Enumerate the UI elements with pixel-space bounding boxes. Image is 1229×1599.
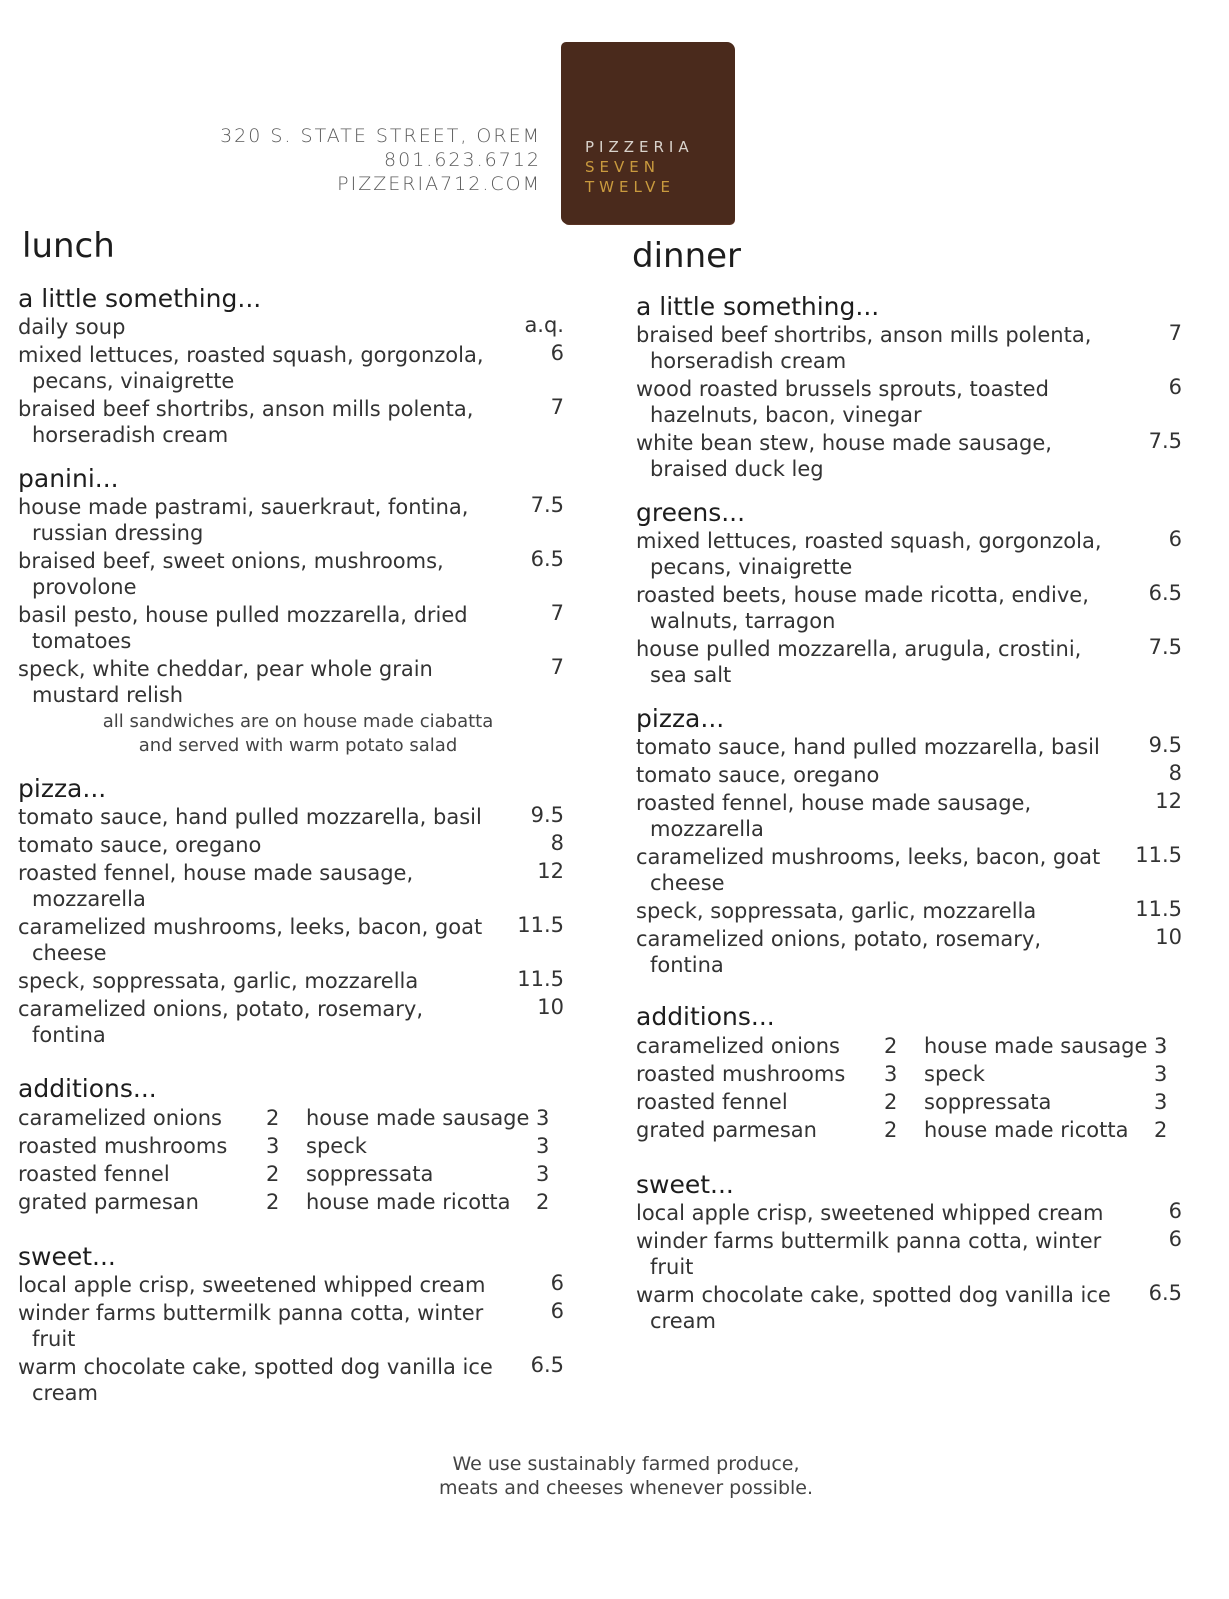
menu-item-price: 6 — [1168, 1227, 1182, 1251]
menu-item — [636, 898, 1188, 924]
menu-item — [18, 968, 570, 994]
menu-item — [636, 790, 1188, 842]
addition-price: 2 — [536, 1190, 550, 1214]
logo — [563, 44, 733, 222]
section-title: pizza... — [636, 704, 725, 733]
dinner-greens-section — [636, 498, 1188, 688]
addition-price: 2 — [884, 1118, 898, 1142]
menu-item — [636, 1200, 1188, 1226]
menu-item — [18, 396, 570, 448]
menu-item-price: 9.5 — [1148, 733, 1182, 757]
addition-price: 3 — [536, 1106, 550, 1130]
dinner-additions-section — [636, 1002, 1188, 1144]
menu-item-name: warm chocolate cake, spotted dog vanilla ice cream — [636, 1283, 1111, 1333]
menu-item-price: 6 — [550, 341, 564, 365]
addition-name: house made sausage — [306, 1106, 530, 1130]
menu-item — [636, 582, 1188, 634]
menu-item — [18, 832, 570, 858]
menu-item — [636, 734, 1188, 760]
lunch-column — [18, 226, 570, 1422]
menu-item-name: braised beef shortribs, anson mills polenta, horseradish cream — [636, 323, 1092, 373]
addition-name: speck — [306, 1134, 367, 1158]
addition-name: caramelized onions — [18, 1106, 223, 1130]
menu-item-name: house pulled mozzarella, arugula, crostini, sea salt — [636, 637, 1082, 687]
menu-item-name: tomato sauce, oregano — [636, 763, 880, 787]
menu-item-price: 11.5 — [1135, 897, 1182, 921]
menu-item-price: 6.5 — [530, 1353, 564, 1377]
lunch-panini-section — [18, 464, 570, 758]
lunch-title: lunch — [22, 226, 115, 266]
lunch-a-little-something-section — [18, 284, 570, 448]
menu-item — [636, 528, 1188, 580]
menu-item-price: 6 — [1168, 1199, 1182, 1223]
menu-item-price: 7.5 — [1148, 429, 1182, 453]
menu-item-name: caramelized onions, potato, rosemary, fontina — [18, 997, 424, 1047]
menu-item-price: 7 — [550, 601, 564, 625]
addition-price: 2 — [266, 1106, 280, 1130]
addition-name: roasted mushrooms — [18, 1134, 228, 1158]
menu-item-name: basil pesto, house pulled mozzarella, dried tomatoes — [18, 603, 468, 653]
menu-item-name: local apple crisp, sweetened whipped cream — [636, 1201, 1104, 1225]
menu-item-name: tomato sauce, oregano — [18, 833, 262, 857]
menu-item-price: 11.5 — [517, 967, 564, 991]
menu-item-name: tomato sauce, hand pulled mozzarella, basil — [18, 805, 482, 829]
dinner-column — [632, 236, 1188, 1350]
menu-item-price: 7.5 — [530, 493, 564, 517]
menu-item — [18, 1354, 570, 1406]
dinner-sweet-section — [636, 1170, 1188, 1334]
menu-item-name: speck, soppressata, garlic, mozzarella — [636, 899, 1037, 923]
menu-item — [18, 804, 570, 830]
menu-item-price: 7 — [1168, 321, 1182, 345]
menu-item-name: wood roasted brussels sprouts, toasted hazelnuts, bacon, vinegar — [636, 377, 1049, 427]
menu-item — [18, 548, 570, 600]
addition-name: house made ricotta — [306, 1190, 511, 1214]
section-title: a little something... — [18, 284, 262, 313]
menu-item-name: mixed lettuces, roasted squash, gorgonzola, pecans, vinaigrette — [18, 343, 484, 393]
section-title: a little something... — [636, 292, 880, 321]
menu-item — [636, 1282, 1188, 1334]
menu-item-price: 6 — [550, 1271, 564, 1295]
menu-item-price: 11.5 — [1135, 843, 1182, 867]
addition-name: house made ricotta — [924, 1118, 1129, 1142]
menu-item-price: 11.5 — [517, 913, 564, 937]
menu-item-name: roasted beets, house made ricotta, endive, walnuts, tarragon — [636, 583, 1089, 633]
addition-name: roasted fennel — [636, 1090, 788, 1114]
menu-item — [636, 926, 1188, 978]
menu-item-price: a.q. — [524, 313, 564, 337]
menu-item-price: 6.5 — [530, 547, 564, 571]
lunch-sweet-section — [18, 1242, 570, 1406]
section-title: additions... — [18, 1074, 157, 1103]
sustainability-note — [0, 1452, 1229, 1500]
menu-item-price: 12 — [537, 859, 564, 883]
addition-name: roasted mushrooms — [636, 1062, 846, 1086]
dinner-title: dinner — [632, 236, 742, 276]
section-title: greens... — [636, 498, 746, 527]
logo-text-pizzeria: PIZZERIA — [585, 138, 694, 156]
menu-item-price: 8 — [550, 831, 564, 855]
addition-name: house made sausage — [924, 1034, 1148, 1058]
addition-price: 2 — [266, 1190, 280, 1214]
menu-item — [18, 1300, 570, 1352]
addition-name: soppressata — [924, 1090, 1052, 1114]
menu-item-price: 8 — [1168, 761, 1182, 785]
menu-item-name: speck, white cheddar, pear whole grain mustard relish — [18, 657, 433, 707]
menu-item — [18, 656, 570, 708]
lunch-pizza-section — [18, 774, 570, 1048]
section-title: panini... — [18, 464, 119, 493]
menu-item-price: 9.5 — [530, 803, 564, 827]
addition-name: caramelized onions — [636, 1034, 841, 1058]
logo-text-seven: SEVEN — [585, 158, 660, 176]
logo-text-twelve: TWELVE — [585, 178, 675, 196]
menu-item — [18, 494, 570, 546]
menu-item — [636, 376, 1188, 428]
menu-item — [18, 914, 570, 966]
menu-item — [636, 762, 1188, 788]
menu-item-name: tomato sauce, hand pulled mozzarella, basil — [636, 735, 1100, 759]
menu-item — [18, 602, 570, 654]
menu-item-name: roasted fennel, house made sausage, mozzarella — [18, 861, 414, 911]
addition-price: 3 — [1154, 1090, 1168, 1114]
footer-line: We use sustainably farmed produce, — [452, 1453, 800, 1475]
addition-price: 3 — [884, 1062, 898, 1086]
menu-item — [636, 322, 1188, 374]
menu-item — [18, 1272, 570, 1298]
addition-name: soppressata — [306, 1162, 434, 1186]
menu-item-name: speck, soppressata, garlic, mozzarella — [18, 969, 419, 993]
menu-item-name: caramelized onions, potato, rosemary, fontina — [636, 927, 1042, 977]
menu-item — [636, 844, 1188, 896]
addition-price: 2 — [884, 1090, 898, 1114]
menu-item — [18, 314, 570, 340]
panini-note-line: all sandwiches are on house made ciabatta — [102, 711, 494, 732]
dinner-a-little-something-section — [636, 292, 1188, 482]
menu-item-price: 7.5 — [1148, 635, 1182, 659]
addition-name: speck — [924, 1062, 985, 1086]
street-address: 320 S. STATE STREET, OREM — [220, 125, 541, 147]
menu-item-name: braised beef shortribs, anson mills polenta, horseradish cream — [18, 397, 474, 447]
menu-item-name: mixed lettuces, roasted squash, gorgonzola, pecans, vinaigrette — [636, 529, 1102, 579]
footer-line: meats and cheeses whenever possible. — [438, 1477, 814, 1499]
section-title: pizza... — [18, 774, 107, 803]
menu-item — [18, 342, 570, 394]
phone-number: 801.623.6712 — [384, 149, 541, 171]
menu-item-name: winder farms buttermilk panna cotta, winter fruit — [18, 1301, 484, 1351]
addition-name: roasted fennel — [18, 1162, 170, 1186]
menu-item-name: winder farms buttermilk panna cotta, winter fruit — [636, 1229, 1102, 1279]
menu-item-price: 6 — [550, 1299, 564, 1323]
menu-item-price: 10 — [537, 995, 564, 1019]
panini-note — [18, 710, 578, 758]
menu-item-name: local apple crisp, sweetened whipped cream — [18, 1273, 486, 1297]
addition-price: 2 — [884, 1034, 898, 1058]
addition-name: grated parmesan — [18, 1190, 199, 1214]
menu-item — [636, 1228, 1188, 1280]
menu-item — [636, 636, 1188, 688]
menu-item-name: white bean stew, house made sausage, braised duck leg — [636, 431, 1052, 481]
addition-price: 3 — [266, 1134, 280, 1158]
addition-price: 2 — [1154, 1118, 1168, 1142]
addition-price: 3 — [536, 1134, 550, 1158]
menu-item-price: 6 — [1168, 375, 1182, 399]
addition-price: 2 — [266, 1162, 280, 1186]
menu-item-name: roasted fennel, house made sausage, mozzarella — [636, 791, 1032, 841]
section-title: sweet... — [18, 1242, 116, 1271]
addition-price: 3 — [1154, 1062, 1168, 1086]
menu-item-name: caramelized mushrooms, leeks, bacon, goat cheese — [18, 915, 483, 965]
menu-item-name: warm chocolate cake, spotted dog vanilla ice cream — [18, 1355, 493, 1405]
addition-price: 3 — [1154, 1034, 1168, 1058]
restaurant-address — [220, 124, 541, 196]
menu-item-name: caramelized mushrooms, leeks, bacon, goat cheese — [636, 845, 1101, 895]
dinner-pizza-section — [636, 704, 1188, 978]
menu-item — [636, 430, 1188, 482]
section-title: additions... — [636, 1002, 775, 1031]
addition-price: 3 — [536, 1162, 550, 1186]
menu-item-price: 6 — [1168, 527, 1182, 551]
website: PIZZERIA712.COM — [337, 173, 541, 195]
addition-name: grated parmesan — [636, 1118, 817, 1142]
lunch-additions-section — [18, 1074, 570, 1216]
menu-item-price: 7 — [550, 395, 564, 419]
section-title: sweet... — [636, 1170, 734, 1199]
menu-item-name: braised beef, sweet onions, mushrooms, provolone — [18, 549, 444, 599]
menu-item-price: 10 — [1155, 925, 1182, 949]
menu-item-price: 6.5 — [1148, 581, 1182, 605]
menu-item-price: 12 — [1155, 789, 1182, 813]
menu-item — [18, 996, 570, 1048]
panini-note-line: and served with warm potato salad — [138, 735, 458, 756]
menu-item-name: daily soup — [18, 315, 126, 339]
menu-item-price: 6.5 — [1148, 1281, 1182, 1305]
menu-item-name: house made pastrami, sauerkraut, fontina, russian dressing — [18, 495, 469, 545]
menu-item-price: 7 — [550, 655, 564, 679]
menu-item — [18, 860, 570, 912]
